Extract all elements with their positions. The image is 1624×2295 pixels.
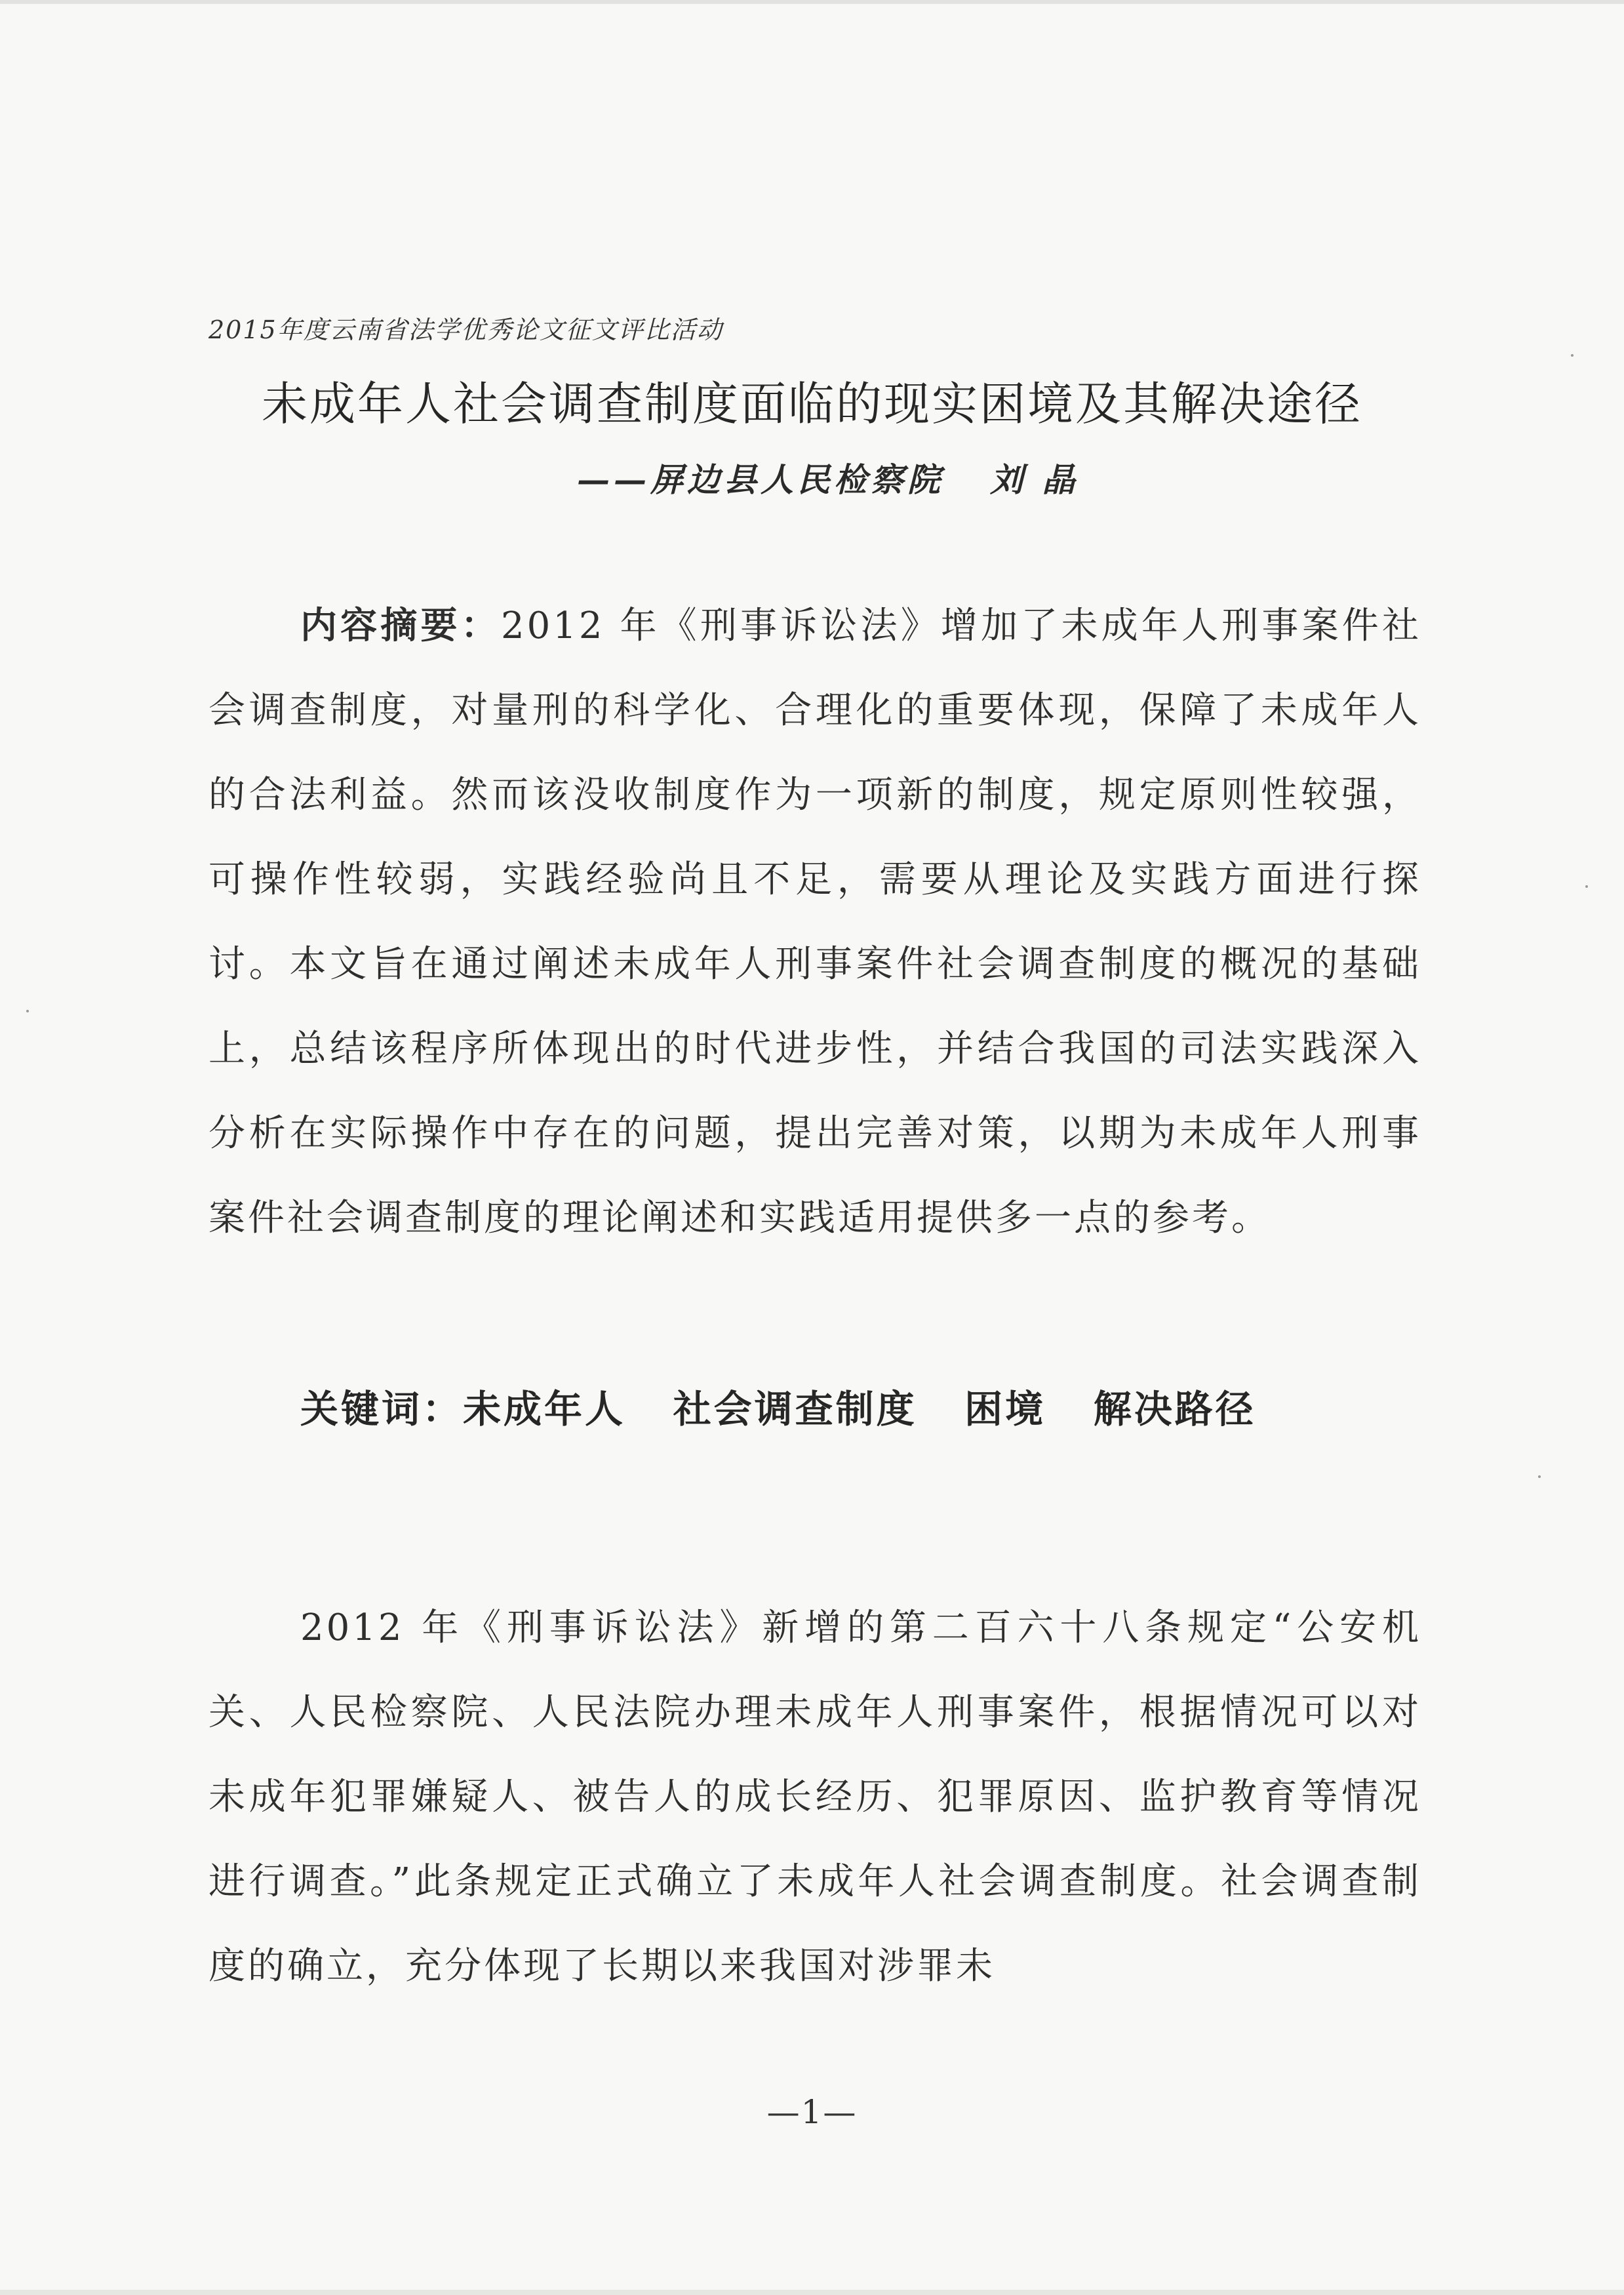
document-title: 未成年人社会调查制度面临的现实困境及其解决途径 bbox=[262, 377, 1362, 431]
abstract-text: 2012 年《刑事诉讼法》增加了未成年人刑事案件社会调查制度，对量刑的科学化、合理化的重要体现，保障了未成年人的合法利益。然而该没收制度作为一项新的制度，规定原则性较强，可操作性较弱，实践经验尚且不足，需要从理论及实践方面进行探讨。本文旨在通过阐述未成年人刑事案件社会调查制度的概况的基础上，总结该程序所体现出的时代进步性，并结合我国的司法实践深入分析在实际操作中存在的问题，提出完善对策，以期为未成年人刑事案件社会调查制度的理论阐述和实践适用提供多一点的参考。 bbox=[208, 605, 1421, 1239]
abstract-paragraph bbox=[208, 584, 1421, 1260]
scan-top-edge bbox=[0, 0, 1624, 4]
scan-speck bbox=[1571, 354, 1574, 357]
scan-bottom-edge bbox=[0, 2290, 1624, 2295]
page-number: —1— bbox=[766, 2093, 858, 2131]
abstract-label: 内容摘要： bbox=[300, 605, 501, 647]
scan-speck bbox=[1585, 885, 1588, 888]
author-line: ——屏边县人民检察院 刘 晶 bbox=[577, 460, 1079, 499]
scan-speck bbox=[26, 1010, 29, 1012]
scan-speck bbox=[1538, 1475, 1541, 1478]
keywords-line: 关键词：未成年人 社会调查制度 困境 解决路径 bbox=[300, 1387, 1256, 1431]
header-note: 2015年度云南省法学优秀论文征文评比活动 bbox=[208, 315, 723, 344]
body-paragraph: 2012 年《刑事诉讼法》新增的第二百六十八条规定“公安机关、人民检察院、人民法院办理未成年人刑事案件，根据情况可以对未成年犯罪嫌疑人、被告人的成长经历、犯罪原因、监护教育等情况进行调查。”此条规定正式确立了未成年人社会调查制度。社会调查制度的确立，充分体现了长期以来我国对涉罪未 bbox=[208, 1606, 1421, 1987]
